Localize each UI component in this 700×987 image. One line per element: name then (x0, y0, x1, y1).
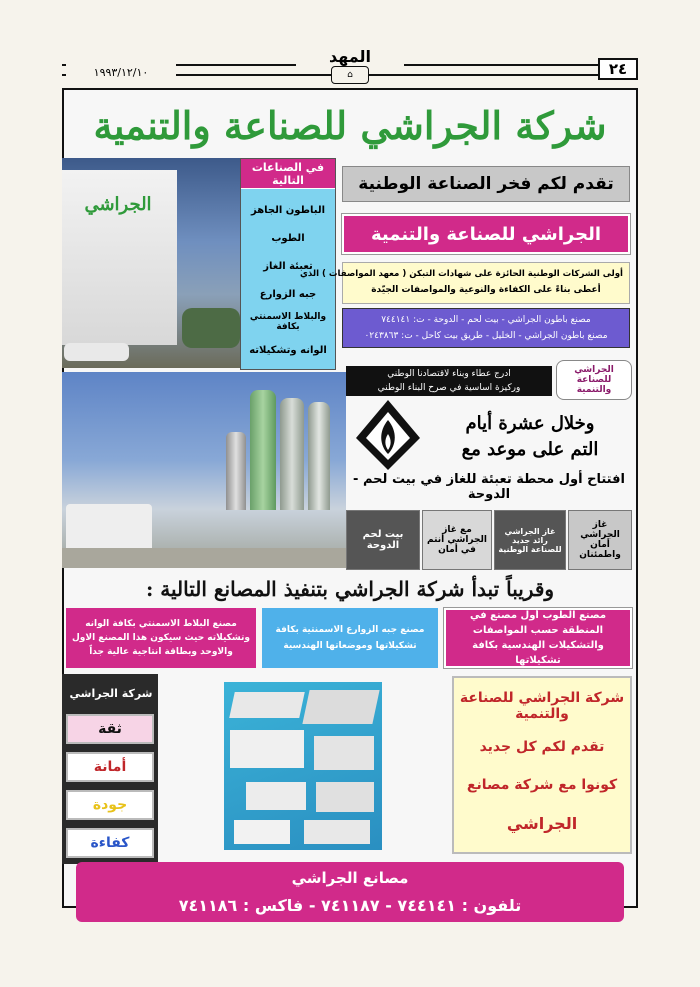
industries-heading: في الصناعات التالية (241, 159, 335, 189)
footer-line: تلفون : ٧٤٤١٤١ - ٧٤١١٨٧ - فاكس : ٧٤١١٨٦ (178, 895, 522, 915)
paver-block (304, 820, 370, 844)
paver-block (234, 820, 290, 844)
closing-line: كونوا مع شركة مصانع (466, 777, 618, 793)
closing-line: تقدم لكم كل جديد (479, 739, 605, 755)
building-sign: الجراشي (84, 193, 152, 215)
national-line: وركيزة اساسية في صرح البناء الوطني (377, 383, 521, 393)
truck (66, 504, 152, 552)
industry-item: الطوب (271, 232, 305, 244)
gas-tile: غاز الجراشي رائد جديد للصناعة الوطنية (494, 510, 566, 570)
factory-line: مصنع باطون الجراشي - بيت لحم - الدوحة - ت: ٧٤٤١٤١ (381, 315, 591, 325)
industry-item: والبلاط الاسمنتي بكافة (249, 312, 327, 332)
industry-item: الباطون الجاهز (250, 204, 326, 216)
factory-line: مصنع باطون الجراشي - الخليل - طريق بيت كاحل - ت: ٠٢٤٣٨٦٣ (364, 331, 608, 341)
industries-box (240, 158, 336, 370)
building-photo (62, 158, 240, 368)
national-banner (346, 366, 552, 396)
industry-item: جبه الزوارع (259, 288, 317, 300)
upcoming-heading: وقريباً تبدأ شركة الجراشي بتنفيذ المصانع التالية : (145, 577, 555, 601)
pride-banner: تقدم لكم فخر الصناعة الوطنية (342, 166, 630, 202)
paver-block (230, 730, 304, 768)
footer-banner (76, 862, 624, 922)
silo (308, 402, 330, 510)
gas-tile: غاز الجراشي أمان واطمئنان (568, 510, 632, 570)
certification-box (300, 262, 630, 304)
car (64, 343, 129, 361)
upcoming-box: مصنع جبه الزوارع الاسمنتية بكافة تشكيلاتها وموضعاتها الهندسية (262, 608, 438, 668)
footer-line: مصانع الجراشي (291, 869, 409, 887)
value-item: كفاءة (66, 828, 154, 858)
factories-info-box (342, 308, 630, 348)
brand-band: الجراشي للصناعة والتنمية (342, 214, 630, 254)
values-header: شركة الجراشي (69, 686, 153, 700)
issue-date: ١٩٩٣/١٢/١٠ (66, 64, 176, 80)
closing-line: الجراشي (506, 813, 578, 833)
products-photo (224, 682, 382, 850)
flame-logo-icon (354, 398, 422, 472)
industry-item: الوانه وتشكيلاته (249, 344, 327, 356)
national-line: ادرج عطاء وبناء لاقتصادنا الوطني (387, 369, 511, 379)
value-item: أمانة (66, 752, 154, 782)
small-logo-caption: الجراشي للصناعة والتنمية (556, 360, 632, 400)
silo (280, 398, 304, 510)
gas-line-3: افتتاح أول محطة تعبئة للغاز في بيت لحم - الدوحة (353, 472, 625, 502)
paver-block (229, 692, 305, 718)
gas-tile: بيت لحم الدوحة (346, 510, 420, 570)
newspaper-name: المهد (296, 46, 404, 66)
paver-block (246, 782, 306, 810)
upcoming-box: مصنع الطوب أول مصنع في المنطقة حسب المواصفات والتشكيلات الهندسية بكافة تشكيلاتها (444, 608, 632, 668)
certification-line: أولى الشركات الوطنية الحائزة على شهادات التبكن ( معهد المواصفات ) الذي (300, 269, 623, 279)
closing-line: شركة الجراشي للصناعة والتنمية (459, 690, 625, 722)
gas-line-1: وخلال عشرة أيام (465, 412, 595, 434)
company-title: شركة الجراشي للصناعة والتنمية (93, 102, 607, 148)
ground (62, 548, 346, 568)
silo-plant-photo (62, 372, 346, 568)
paver-block (302, 690, 379, 724)
newspaper-logo-icon: ⌂ (331, 66, 369, 84)
paver-block (316, 782, 374, 812)
closing-box (452, 676, 632, 854)
value-item: ثقة (66, 714, 154, 744)
gas-line-2: التم على موعد مع (461, 438, 599, 460)
silo (226, 432, 246, 510)
upcoming-box: مصنع البلاط الاسمنتي بكافة الوانه وتشكيلاته حيث سيكون هذا المصنع الاول والاوحد وبطاقة انتاجية عالية جداً (66, 608, 256, 668)
trees (182, 308, 240, 348)
page-number: ٢٤ (598, 58, 638, 80)
certification-line: أعطى بناءً على الكفاءة والنوعية والمواصفات الجيّدة (371, 285, 601, 295)
value-item: جودة (66, 790, 154, 820)
gas-tile: مع غاز الجراشي أنتم في أمان (422, 510, 492, 570)
paver-block (314, 736, 374, 770)
industry-item: تعبئة الغاز (263, 260, 313, 272)
silo (250, 390, 276, 510)
